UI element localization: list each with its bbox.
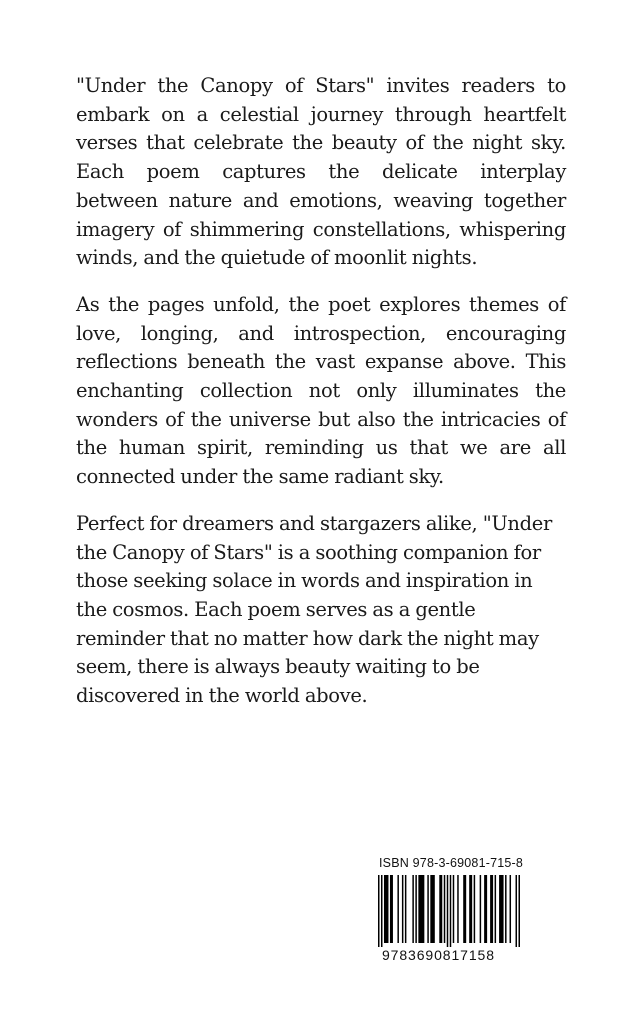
- barcode-bar-19: [469, 875, 472, 943]
- barcode-bar-15: [450, 875, 451, 947]
- barcode-bar-9: [418, 875, 424, 943]
- barcode-bar-24: [495, 875, 496, 943]
- blurb-paragraph-3: Perfect for dreamers and stargazers alike, "Under the Canopy of Stars" is a soothing companion for those seeking solace in words and inspiration in the cosmos. Each poem serves as a gentle reminder that no matter how dark the night may seem, there is always beauty waiting to be discovered in the world above.: [76, 511, 552, 708]
- barcode-bar-28: [516, 875, 517, 947]
- barcode-bar-8: [415, 875, 416, 943]
- barcode-bar-14: [447, 875, 448, 947]
- barcode-bar-3: [390, 875, 393, 943]
- isbn-barcode-block: [376, 856, 522, 966]
- barcode-bar-27: [510, 875, 511, 943]
- isbn-digits: 9783690817158: [382, 947, 495, 963]
- barcode-bar-5: [402, 875, 403, 943]
- barcode-graphic: [378, 875, 520, 947]
- barcode-bar-2: [384, 875, 388, 943]
- barcode-bar-7: [412, 875, 413, 943]
- barcode-bar-18: [463, 875, 466, 943]
- barcode-bar-25: [499, 875, 503, 943]
- blurb-paragraph-1: "Under the Canopy of Stars" invites readers to embark on a celestial journey through heartfelt verses that celebrate the beauty of the night sky. Each poem captures the delicate interplay between nature and emotions, weaving together imagery of shimmering constellations, whispering winds, and the quietude of moonlit nights.: [76, 74, 566, 270]
- barcode-bar-22: [484, 875, 487, 943]
- barcode-bar-11: [430, 875, 434, 943]
- barcode-bar-1: [381, 875, 382, 947]
- barcode-bar-12: [439, 875, 442, 943]
- barcode-bar-29: [519, 875, 520, 947]
- barcode-bar-4: [397, 875, 398, 943]
- barcode-bar-13: [444, 875, 445, 943]
- barcode-bar-17: [457, 875, 458, 943]
- blurb-paragraph-2: As the pages unfold, the poet explores themes of love, longing, and introspection, encouraging reflections beneath the vast expanse above. This enchanting collection not only illuminates the wonders of the universe but also the intricacies of the human spirit, reminding us that we are all connected under the same radiant sky.: [76, 292, 566, 489]
- barcode-bar-10: [427, 875, 428, 943]
- barcode-bar-16: [453, 875, 454, 943]
- barcode-bar-21: [480, 875, 481, 943]
- barcode-bar-0: [378, 875, 379, 947]
- isbn-label: ISBN 978-3-69081-715-8: [379, 856, 524, 870]
- barcode-bar-20: [474, 875, 475, 943]
- barcode-bar-6: [405, 875, 406, 943]
- barcode-bar-26: [505, 875, 506, 943]
- barcode-bar-23: [490, 875, 493, 943]
- back-cover-blurb: [76, 72, 566, 729]
